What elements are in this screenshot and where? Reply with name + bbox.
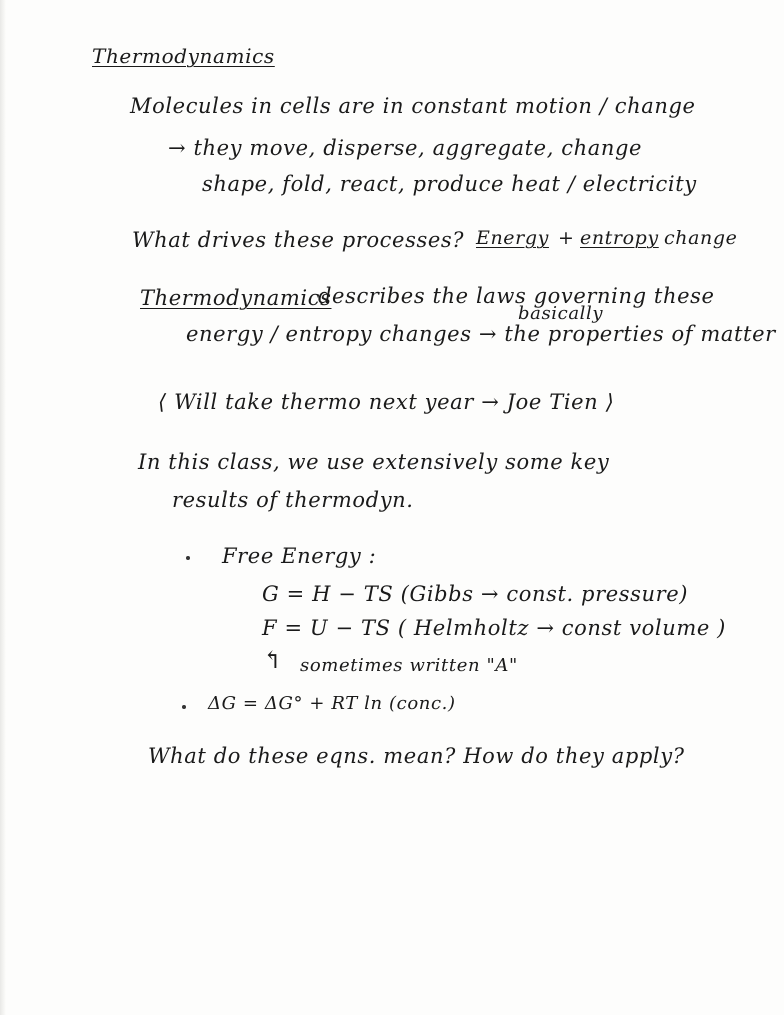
plus-sign: + xyxy=(558,227,575,249)
energy-term: Energy xyxy=(476,227,549,249)
thermodynamics-term: Thermodynamics xyxy=(140,286,332,310)
entropy-term: entropy xyxy=(580,227,659,249)
bullet-free-energy xyxy=(186,556,190,560)
text-line-1: Molecules in cells are in constant motion / change xyxy=(130,94,696,118)
text-line-15: What do these eqns. mean? How do they apply? xyxy=(148,744,685,768)
delta-g-equation: ΔG = ΔG° + RT ln (conc.) xyxy=(208,693,456,714)
gibbs-equation: G = H − TS (Gibbs → const. pressure) xyxy=(262,582,689,606)
aside-note: ⟨ Will take thermo next year → Joe Tien ⟩ xyxy=(158,390,615,414)
bullet-delta-g xyxy=(182,705,186,709)
scan-edge xyxy=(0,0,6,1015)
text-line-2: → they move, disperse, aggregate, change xyxy=(168,136,643,160)
free-energy-heading: Free Energy : xyxy=(222,544,377,568)
written-a-note: sometimes written "A" xyxy=(300,655,518,676)
basically-note: basically xyxy=(518,303,604,324)
text-line-3: shape, fold, react, produce heat / electricity xyxy=(202,172,697,196)
hook-arrow-icon: ↰ xyxy=(262,646,283,674)
text-line-8: In this class, we use extensively some key xyxy=(138,450,610,474)
text-line-6: energy / entropy changes → the properties of matter xyxy=(186,322,776,346)
helmholtz-equation: F = U − TS ( Helmholtz → const volume ) xyxy=(262,616,726,640)
text-line-5: describes the laws governing these xyxy=(318,284,715,308)
text-line-4-question: What drives these processes? xyxy=(132,228,465,252)
page-title: Thermodynamics xyxy=(92,44,275,68)
text-line-9: results of thermodyn. xyxy=(172,488,414,512)
change-term: change xyxy=(664,227,738,249)
